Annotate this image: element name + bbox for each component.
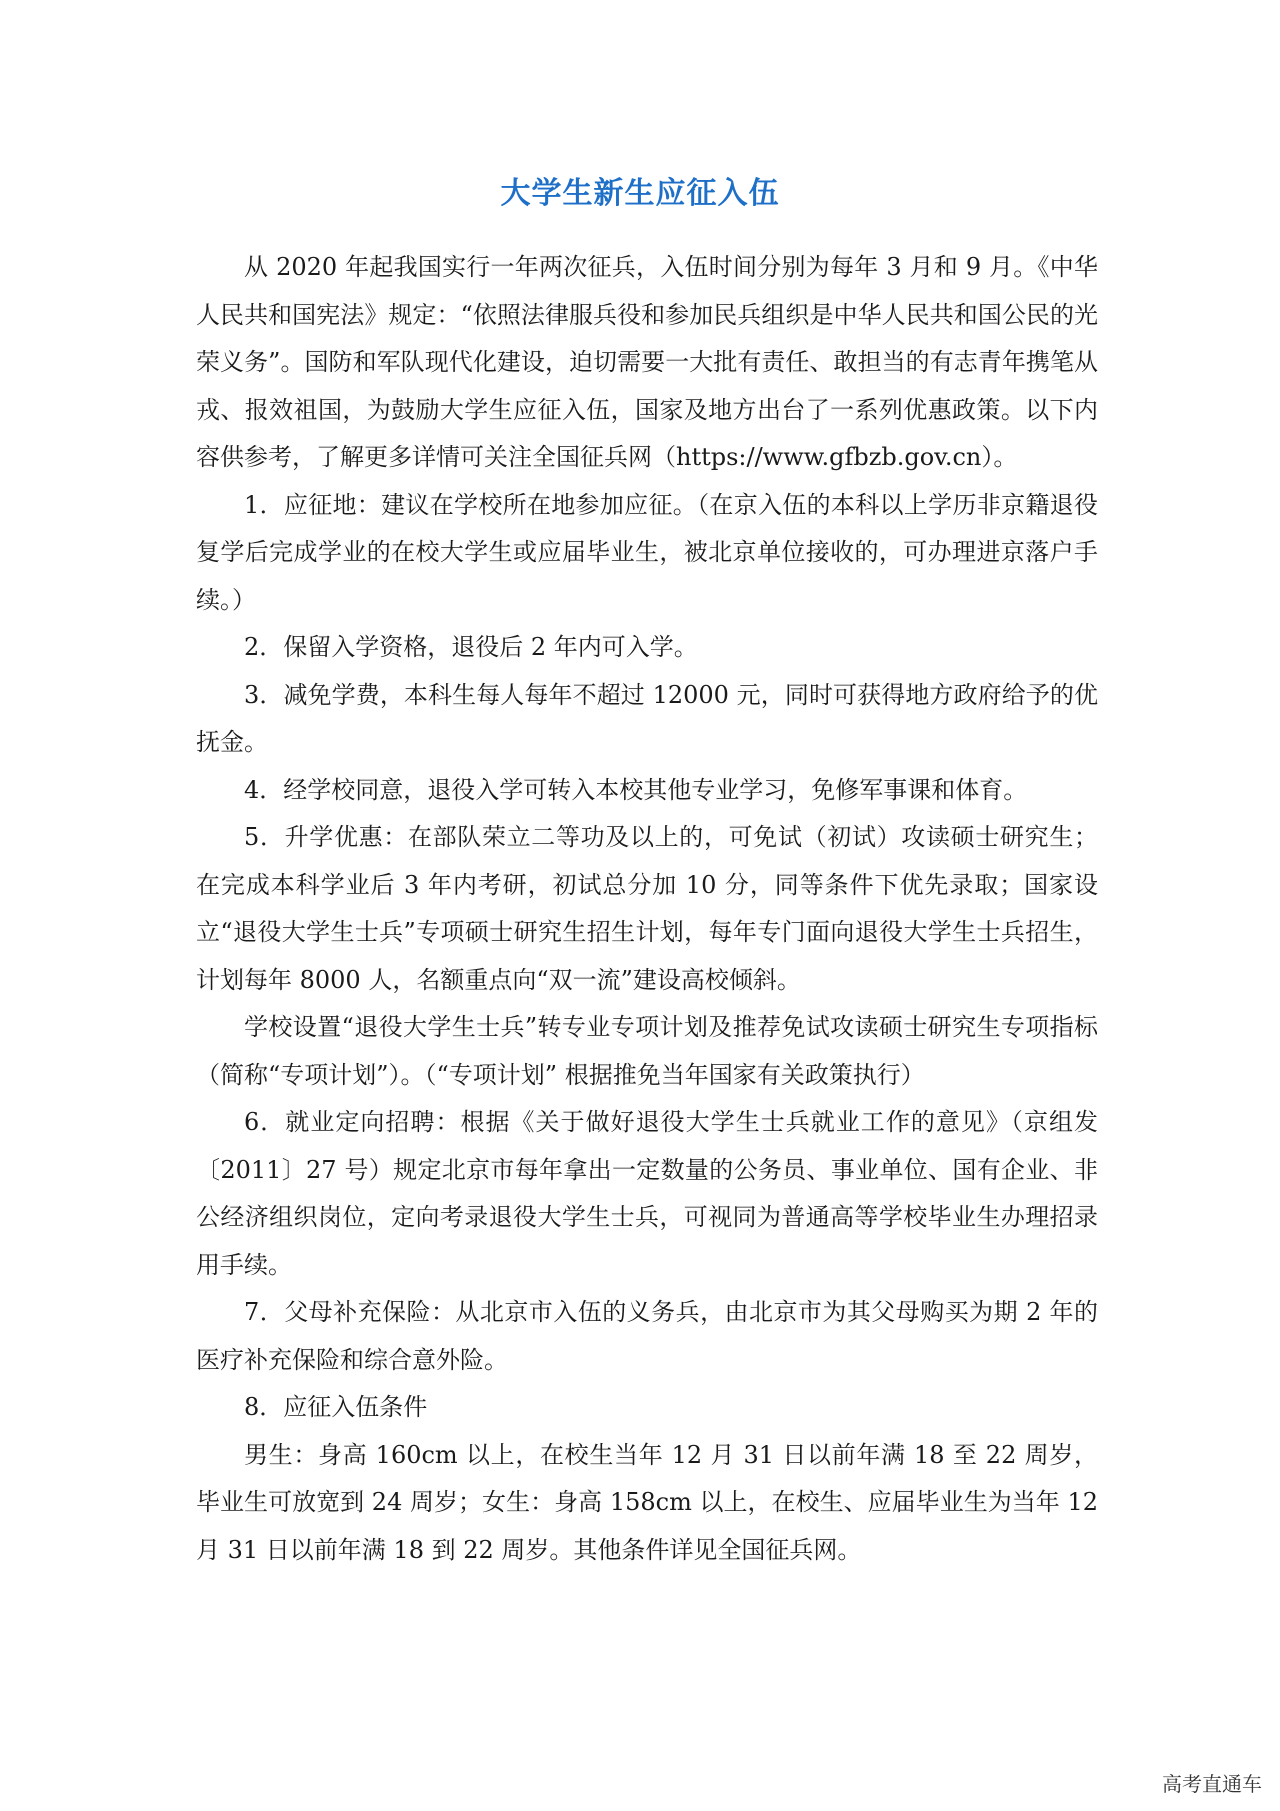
paragraph-item-6: 6．就业定向招聘：根据《关于做好退役大学生士兵就业工作的意见》（京组发〔2011〕27 号）规定北京市每年拿出一定数量的公务员、事业单位、国有企业、非公经济组织岗位，定向考录退役大学生士兵，可视同为普通高等学校毕业生办理招录用手续。 [196, 1108, 1098, 1279]
footer-watermark: 高考直通车 [1162, 1772, 1262, 1796]
paragraph-item-3: 3．减免学费，本科生每人每年不超过 12000 元，同时可获得地方政府给予的优抚金。 [196, 680, 1098, 756]
paragraph-item-7: 7．父母补充保险：从北京市入伍的义务兵，由北京市为其父母购买为期 2 年的医疗补充保险和综合意外险。 [196, 1298, 1098, 1374]
paragraph-item-1: 1．应征地：建议在学校所在地参加应征。（在京入伍的本科以上学历非京籍退役复学后完成学业的在校大学生或应届毕业生，被北京单位接收的，可办理进京落户手续。） [196, 490, 1098, 614]
paragraph-item-8: 8．应征入伍条件 [244, 1393, 428, 1421]
paragraph-item-2: 2．保留入学资格，退役后 2 年内可入学。 [244, 633, 698, 661]
paragraph-conditions: 男生：身高 160cm 以上，在校生当年 12 月 31 日以前年满 18 至 22 周岁，毕业生可放宽到 24 周岁；女生：身高 158cm 以上，在校生、应届毕业生为当年 12 月 31 日以前年满 18 到 22 周岁。其他条件详见全国征兵网。 [196, 1440, 1098, 1564]
page-title: 大学生新生应征入伍 [500, 176, 780, 211]
paragraph-item-5: 5．升学优惠：在部队荣立二等功及以上的，可免试（初试）攻读硕士研究生；在完成本科学业后 3 年内考研，初试总分加 10 分，同等条件下优先录取；国家设立“退役大学生士兵”专项硕士研究生招生计划，每年专门面向退役大学生士兵招生，计划每年 8000 人，名额重点向“双一流”建设高校倾斜。 [196, 823, 1098, 994]
paragraph-intro: 从 2020 年起我国实行一年两次征兵，入伍时间分别为每年 3 月和 9 月。《中华人民共和国宪法》规定：“依照法律服兵役和参加民兵组织是中华人民共和国公民的光荣义务”。国防和军队现代化建设，迫切需要一大批有责任、敢担当的有志青年携笔从戎、报效祖国，为鼓励大学生应征入伍，国家及地方出台了一系列优惠政策。以下内容供参考，了解更多详情可关注全国征兵网（https://www.gfbzb.gov.cn）。 [196, 253, 1098, 471]
paragraph-item-4: 4．经学校同意，退役入学可转入本校其他专业学习，免修军事课和体育。 [244, 775, 1028, 804]
paragraph-special-plan: 学校设置“退役大学生士兵”转专业专项计划及推荐免试攻读硕士研究生专项指标（简称“专项计划”）。（“专项计划” 根据推免当年国家有关政策执行） [196, 1013, 1098, 1089]
document-body [196, 244, 1098, 1574]
